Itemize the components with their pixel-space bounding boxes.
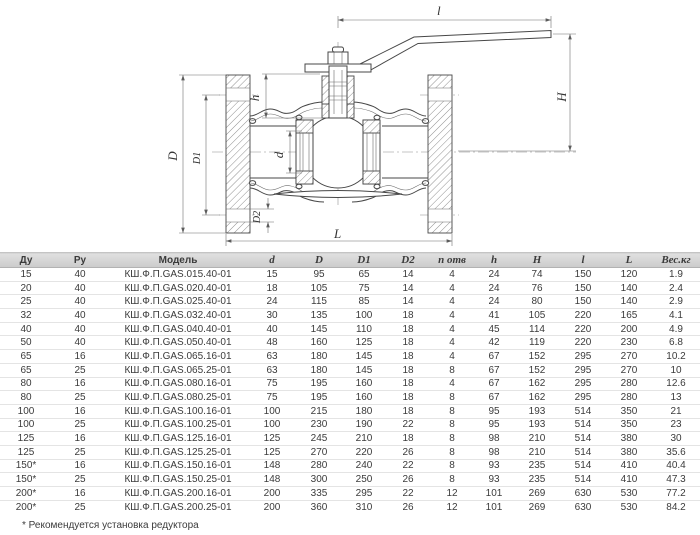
table-cell: 47.3 (652, 473, 700, 487)
table-cell: 100 (0, 418, 52, 432)
column-header: Ру (52, 253, 108, 268)
table-cell: 269 (514, 487, 560, 501)
table-cell: 335 (296, 487, 342, 501)
table-cell: 180 (342, 404, 386, 418)
table-cell: 8 (430, 459, 474, 473)
table-cell: 360 (296, 500, 342, 513)
table-cell: 530 (606, 487, 652, 501)
table-cell: 18 (386, 336, 430, 350)
dim-label-D: D (165, 151, 180, 161)
table-cell: 16 (52, 404, 108, 418)
table-row (0, 268, 700, 282)
table-cell: 125 (248, 445, 296, 459)
table-cell: 18 (386, 377, 430, 391)
dim-label-L: L (334, 226, 342, 241)
left-seat (296, 120, 313, 184)
table-row (0, 322, 700, 336)
table-cell: 195 (296, 391, 342, 405)
table-cell: 48 (248, 336, 296, 350)
table-cell: 135 (296, 309, 342, 323)
table-cell: 12 (430, 500, 474, 513)
table-cell: 100 (248, 418, 296, 432)
table-cell: 230 (606, 336, 652, 350)
table-cell: 310 (342, 500, 386, 513)
table-cell: 4 (430, 322, 474, 336)
ball-valve-technical-drawing (0, 0, 700, 252)
table-cell: 63 (248, 363, 296, 377)
table-row (0, 377, 700, 391)
table-cell: 295 (560, 363, 606, 377)
table-row (0, 309, 700, 323)
table-cell: 295 (342, 487, 386, 501)
table-cell: 8 (430, 418, 474, 432)
centerlines (212, 42, 576, 215)
stem-assembly (305, 47, 371, 118)
table-cell: 105 (514, 309, 560, 323)
dim-label-D2: D2 (252, 210, 263, 224)
table-cell: КШ.Ф.П.GAS.100.16-01 (108, 404, 248, 418)
table-cell: 93 (474, 473, 514, 487)
column-header: H (514, 253, 560, 268)
table-cell: 300 (296, 473, 342, 487)
table-cell: 26 (386, 445, 430, 459)
table-cell: 220 (560, 322, 606, 336)
table-cell: 41 (474, 309, 514, 323)
table-cell: 4.1 (652, 309, 700, 323)
table-cell: 148 (248, 473, 296, 487)
right-flange (422, 75, 452, 233)
table-cell: 220 (560, 309, 606, 323)
table-cell: 4 (430, 309, 474, 323)
table-cell: КШ.Ф.П.GAS.050.40-01 (108, 336, 248, 350)
table-cell: 24 (488, 268, 500, 280)
table-cell: 514 (560, 445, 606, 459)
table-cell: 4 (430, 295, 474, 309)
table-cell: 16 (52, 350, 108, 364)
table-cell: 16 (52, 432, 108, 446)
table-cell: 18 (386, 363, 430, 377)
table-cell: 148 (248, 459, 296, 473)
table-cell: 115 (296, 295, 342, 309)
table-cell: 65 (0, 350, 52, 364)
table-cell: 40 (52, 336, 108, 350)
table-cell: 125 (248, 432, 296, 446)
table-cell: 18 (386, 309, 430, 323)
table-cell: 95 (313, 268, 325, 280)
table-cell: 160 (342, 391, 386, 405)
table-cell: КШ.Ф.П.GAS.080.25-01 (108, 391, 248, 405)
table-cell: 195 (296, 377, 342, 391)
table-cell: 98 (474, 432, 514, 446)
table-cell: 10.2 (652, 350, 700, 364)
table-cell: 25 (52, 418, 108, 432)
table-cell: 193 (514, 404, 560, 418)
table-cell: КШ.Ф.П.GAS.065.25-01 (108, 363, 248, 377)
table-cell: 50 (0, 336, 52, 350)
table-cell: 200* (0, 487, 52, 501)
table-cell: 295 (560, 391, 606, 405)
table-cell: 67 (474, 363, 514, 377)
table-cell: 193 (514, 418, 560, 432)
dimension-D1 (192, 95, 220, 215)
table-cell: 125 (342, 336, 386, 350)
dim-label-H: H (554, 92, 569, 102)
table-row (0, 418, 700, 432)
table-cell: КШ.Ф.П.GAS.025.40-01 (108, 295, 248, 309)
table-cell: 40.4 (652, 459, 700, 473)
table-cell: 80 (0, 391, 52, 405)
table-cell: 4.9 (652, 322, 700, 336)
table-cell: 12.6 (652, 377, 700, 391)
table-cell: 65 (358, 268, 370, 280)
table-row (0, 350, 700, 364)
table-cell: 22 (386, 459, 430, 473)
column-header: L (606, 253, 652, 268)
table-cell: 18 (386, 404, 430, 418)
table-cell: 8 (430, 404, 474, 418)
table-cell: 75 (342, 281, 386, 295)
dimension-D2 (250, 198, 274, 233)
dimension-L (226, 226, 452, 246)
table-cell: 270 (606, 350, 652, 364)
table-cell: 15 (266, 268, 278, 280)
table-cell: 12 (430, 487, 474, 501)
table-cell: КШ.Ф.П.GAS.040.40-01 (108, 322, 248, 336)
table-cell: 32 (0, 309, 52, 323)
table-cell: 114 (514, 322, 560, 336)
column-header: D (296, 253, 342, 268)
table-cell: 235 (514, 473, 560, 487)
table-row (0, 363, 700, 377)
table-cell: 101 (474, 500, 514, 513)
table-cell: 235 (514, 459, 560, 473)
footnote: * Рекомендуется установка редуктора (22, 520, 199, 532)
table-cell: 145 (296, 322, 342, 336)
table-cell: 4 (449, 268, 455, 280)
table-cell: 200 (248, 500, 296, 513)
table-cell: 95 (474, 418, 514, 432)
table-cell: 25 (52, 473, 108, 487)
table-row (0, 459, 700, 473)
table-cell: 4 (430, 377, 474, 391)
column-header: D1 (342, 253, 386, 268)
table-cell: 25 (52, 445, 108, 459)
header-row (0, 253, 700, 268)
table-cell: КШ.Ф.П.GAS.125.25-01 (108, 445, 248, 459)
table-cell: 16 (52, 377, 108, 391)
table-cell: 210 (342, 432, 386, 446)
table-cell: 200 (248, 487, 296, 501)
table-cell: 14 (386, 295, 430, 309)
table-cell: 80 (0, 377, 52, 391)
table-row (0, 473, 700, 487)
table-cell: 295 (560, 377, 606, 391)
table-cell: 160 (296, 336, 342, 350)
table-cell: 162 (514, 391, 560, 405)
table-cell: 100 (0, 404, 52, 418)
table-row (0, 500, 700, 513)
table-cell: 67 (474, 391, 514, 405)
table-cell: 1.9 (669, 268, 683, 280)
table-cell: 26 (386, 500, 430, 513)
table-cell: КШ.Ф.П.GAS.150.25-01 (108, 473, 248, 487)
table-cell: КШ.Ф.П.GAS.200.16-01 (108, 487, 248, 501)
table-row (0, 445, 700, 459)
table-cell: 8 (430, 432, 474, 446)
table-cell: КШ.Ф.П.GAS.065.16-01 (108, 350, 248, 364)
table-cell: 80 (514, 295, 560, 309)
column-header: D2 (386, 253, 430, 268)
stem-nut (328, 52, 348, 64)
table-cell: 95 (474, 404, 514, 418)
dim-label-l: l (437, 3, 441, 18)
column-header: Ду (0, 253, 52, 268)
table-cell: 8 (430, 445, 474, 459)
table-cell: 350 (606, 404, 652, 418)
table-row (0, 295, 700, 309)
table-cell: 230 (296, 418, 342, 432)
table-row (0, 432, 700, 446)
table-cell: 40 (52, 295, 108, 309)
table-cell: 110 (342, 322, 386, 336)
table-cell: 15 (20, 268, 32, 280)
table-cell: КШ.Ф.П.GAS.020.40-01 (108, 281, 248, 295)
table-cell: 514 (560, 418, 606, 432)
table-cell: 295 (560, 350, 606, 364)
table-cell: 67 (474, 350, 514, 364)
table-cell: 280 (296, 459, 342, 473)
table-cell: 200* (0, 500, 52, 513)
table-cell: 125 (0, 445, 52, 459)
dim-label-d: d (271, 151, 286, 159)
table-cell: 8 (430, 391, 474, 405)
table-cell: 280 (606, 377, 652, 391)
table-cell: КШ.Ф.П.GAS.080.16-01 (108, 377, 248, 391)
dimension-h (247, 74, 322, 118)
table-cell: 40 (52, 322, 108, 336)
table-cell: 23 (652, 418, 700, 432)
table-cell: 4 (430, 336, 474, 350)
table-cell: 45 (474, 322, 514, 336)
dimension-H (458, 34, 576, 151)
dimension-l (338, 3, 551, 28)
table-cell: 119 (514, 336, 560, 350)
table-cell: 42 (474, 336, 514, 350)
table-cell: 150 (560, 281, 606, 295)
table-cell: 25 (52, 363, 108, 377)
valve-drawing-area (0, 0, 700, 252)
table-cell: 14 (402, 268, 414, 280)
table-cell: 245 (296, 432, 342, 446)
table-cell: 270 (606, 363, 652, 377)
table-cell: 63 (248, 350, 296, 364)
table-cell: 410 (606, 459, 652, 473)
table-cell: 150* (0, 473, 52, 487)
table-cell: 145 (342, 350, 386, 364)
table-cell: 75 (248, 391, 296, 405)
table-cell: 125 (0, 432, 52, 446)
table-cell: 180 (296, 350, 342, 364)
table-cell: 380 (606, 432, 652, 446)
table-row (0, 404, 700, 418)
table-row (0, 281, 700, 295)
table-cell: 410 (606, 473, 652, 487)
table-cell: 40 (248, 322, 296, 336)
table-cell: 16 (52, 459, 108, 473)
table-cell: 280 (606, 391, 652, 405)
table-row (0, 487, 700, 501)
table-cell: 160 (342, 377, 386, 391)
table-cell: 140 (606, 295, 652, 309)
column-header: Модель (108, 253, 248, 268)
table-cell: 145 (342, 363, 386, 377)
table-cell: 84.2 (652, 500, 700, 513)
table-cell: 150 (560, 295, 606, 309)
table-cell: 630 (560, 487, 606, 501)
table-cell: 514 (560, 473, 606, 487)
table-cell: 240 (342, 459, 386, 473)
column-header: l (560, 253, 606, 268)
dim-label-h: h (247, 94, 262, 102)
table-cell: 18 (386, 350, 430, 364)
table-cell: 13 (652, 391, 700, 405)
table-cell: КШ.Ф.П.GAS.100.25-01 (108, 418, 248, 432)
table-row (0, 336, 700, 350)
stem-cap (333, 47, 344, 52)
table-cell: 18 (248, 281, 296, 295)
table-cell: 514 (560, 459, 606, 473)
column-header: d (248, 253, 296, 268)
table-cell: 514 (560, 432, 606, 446)
table-cell: КШ.Ф.П.GAS.200.25-01 (108, 500, 248, 513)
table-cell: 350 (606, 418, 652, 432)
table-cell: 40 (74, 268, 86, 280)
table-cell: 18 (386, 391, 430, 405)
table-cell: 26 (386, 473, 430, 487)
table-cell: 150 (574, 268, 592, 280)
stem (329, 66, 347, 118)
table-cell: 380 (606, 445, 652, 459)
handle-lever (360, 31, 551, 72)
table-cell: 30 (248, 309, 296, 323)
table-cell: 75 (248, 377, 296, 391)
table-cell: 85 (342, 295, 386, 309)
table-cell: 150* (0, 459, 52, 473)
table-cell: 20 (0, 281, 52, 295)
table-cell: 162 (514, 377, 560, 391)
table-cell: 77.2 (652, 487, 700, 501)
table-cell: 16 (52, 487, 108, 501)
table-cell: 530 (606, 500, 652, 513)
table-cell: 200 (606, 322, 652, 336)
table-cell: 18 (386, 432, 430, 446)
dim-label-D1: D1 (192, 151, 203, 165)
table-cell: 190 (342, 418, 386, 432)
table-cell: 140 (606, 281, 652, 295)
table-cell: 215 (296, 404, 342, 418)
table-cell: КШ.Ф.П.GAS.150.16-01 (108, 459, 248, 473)
table-cell: 165 (606, 309, 652, 323)
table-cell: 269 (514, 500, 560, 513)
table-cell: 2.4 (652, 281, 700, 295)
table-cell: 25 (0, 295, 52, 309)
table-cell: 180 (296, 363, 342, 377)
table-cell: 4 (430, 350, 474, 364)
table-cell: 220 (560, 336, 606, 350)
table-cell: 210 (514, 432, 560, 446)
table-cell: 100 (342, 309, 386, 323)
table-cell: 100 (248, 404, 296, 418)
table-cell: 76 (514, 281, 560, 295)
table-cell: 24 (248, 295, 296, 309)
table-cell: КШ.Ф.П.GAS.125.16-01 (108, 432, 248, 446)
spec-table-body (0, 268, 700, 514)
table-cell: 250 (342, 473, 386, 487)
table-cell: 14 (386, 281, 430, 295)
table-cell: 270 (296, 445, 342, 459)
table-cell: 65 (0, 363, 52, 377)
table-cell: 8 (430, 473, 474, 487)
table-cell: 25 (52, 500, 108, 513)
column-header: Вес.кг (652, 253, 700, 268)
table-cell: 152 (514, 350, 560, 364)
spec-table (0, 252, 700, 513)
table-cell: 40 (0, 322, 52, 336)
table-cell: 105 (296, 281, 342, 295)
table-cell: 24 (474, 295, 514, 309)
table-cell: 4 (430, 281, 474, 295)
table-cell: 18 (386, 322, 430, 336)
table-cell: 10 (652, 363, 700, 377)
table-cell: 98 (474, 445, 514, 459)
right-seat (363, 120, 380, 184)
table-cell: 40 (52, 309, 108, 323)
table-cell: 24 (474, 281, 514, 295)
table-cell: 514 (560, 404, 606, 418)
table-cell: 40 (52, 281, 108, 295)
table-cell: 120 (620, 268, 638, 280)
table-cell: 67 (474, 377, 514, 391)
column-header: n отв (430, 253, 474, 268)
table-cell: 21 (652, 404, 700, 418)
table-cell: 101 (474, 487, 514, 501)
table-cell: 220 (342, 445, 386, 459)
column-header: h (474, 253, 514, 268)
table-cell: КШ.Ф.П.GAS.015.40-01 (124, 268, 232, 280)
table-cell: 30 (652, 432, 700, 446)
table-cell: 22 (386, 418, 430, 432)
table-cell: 25 (52, 391, 108, 405)
table-cell: 74 (531, 268, 543, 280)
table-cell: 152 (514, 363, 560, 377)
table-row (0, 391, 700, 405)
table-cell: 8 (430, 363, 474, 377)
table-cell: 210 (514, 445, 560, 459)
table-cell: КШ.Ф.П.GAS.032.40-01 (108, 309, 248, 323)
table-cell: 93 (474, 459, 514, 473)
spec-table-head (0, 253, 700, 268)
table-cell: 630 (560, 500, 606, 513)
table-cell: 2.9 (652, 295, 700, 309)
table-cell: 6.8 (652, 336, 700, 350)
table-cell: 22 (386, 487, 430, 501)
table-cell: 35.6 (652, 445, 700, 459)
